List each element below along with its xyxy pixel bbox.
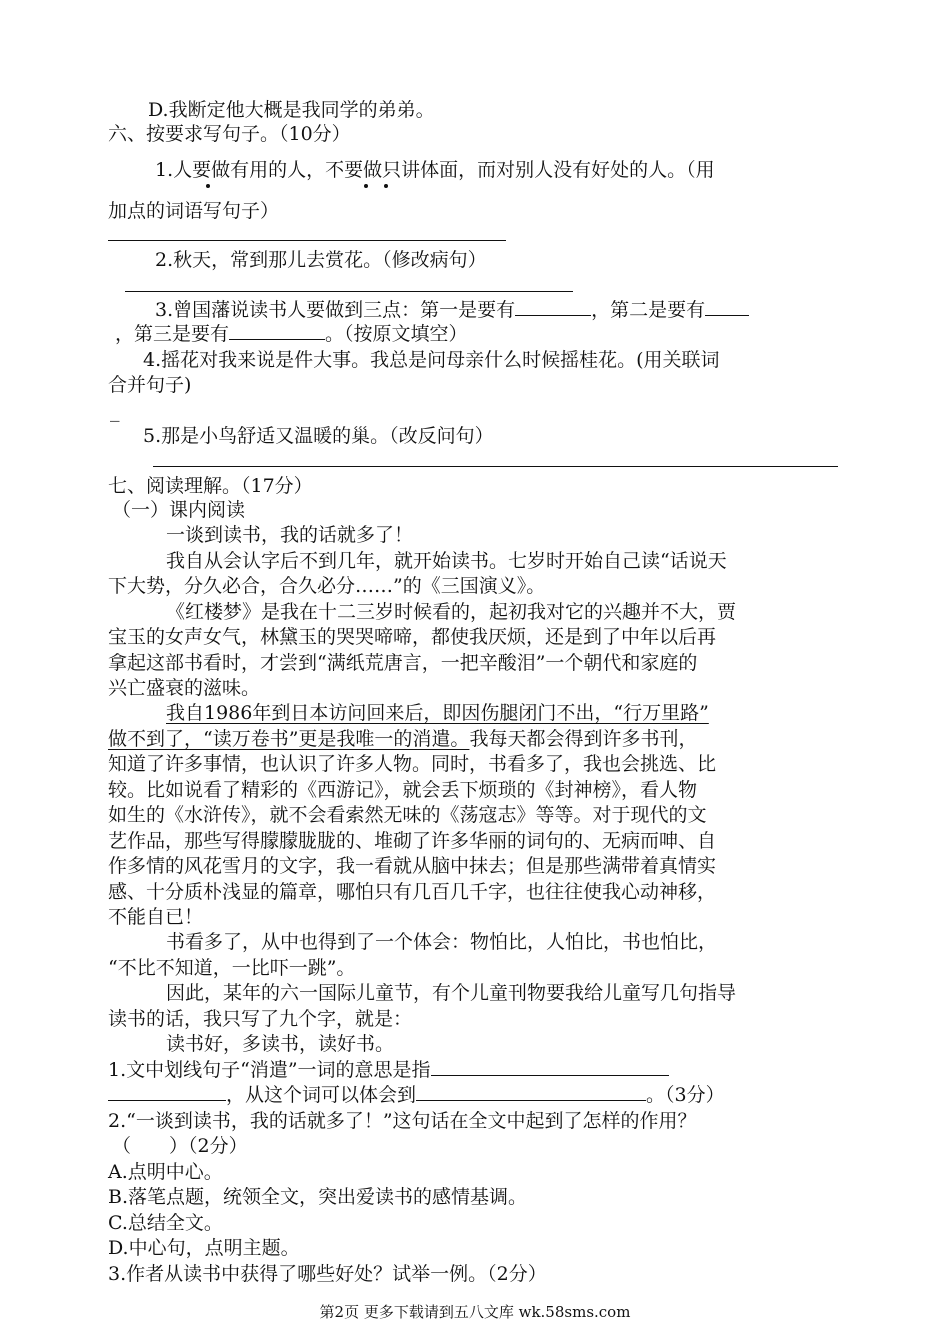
passage-p1: 一谈到读书，我的话就多了！ [166, 524, 414, 546]
s7-q2-option-a: A.点明中心。 [108, 1161, 223, 1183]
s6-q3-text-a: 3.曾国藩说读书人要做到三点：第一是要有 [155, 299, 516, 321]
s6-q1-line1: 1.人要做有用的人，不要做只讲体面，而对别人没有好处的人。（用 [155, 159, 715, 181]
passage-line: 知道了许多事情，也认识了许多人物。同时，书看多了，我也会挑选、比 [108, 753, 717, 775]
passage-p7: 读书好，多读书，读好书。 [166, 1033, 395, 1055]
s6-q3-line2 [115, 321, 468, 347]
s7-q2-option-c: C.总结全文。 [108, 1212, 223, 1234]
passage-line-mixed [108, 726, 697, 752]
passage-line: 兴亡盛衰的滋味。 [108, 677, 261, 699]
s7-q2-option-d: D.中心句，点明主题。 [108, 1237, 300, 1259]
passage-line: 较。比如说看了精彩的《西游记》，就会丢下烦琐的《封神榜》，看人物 [108, 779, 698, 801]
s6-q4-line1: 4.摇花对我来说是件大事。我总是问母亲什么时候摇桂花。(用关联词 [143, 349, 720, 371]
passage-text: 我每天都会得到许多书刊， [469, 728, 698, 750]
passage-line: 如生的《水浒传》，就不会看索然无味的《荡寇志》等等。对于现代的文 [108, 804, 707, 826]
s6-q4-answer-mark[interactable]: _ [110, 400, 120, 422]
passage-line: 艺作品，那些写得朦朦胧胧的、堆砌了许多华丽的词句的、无病而呻、自 [108, 830, 717, 852]
s7-q1-blank-1-cont[interactable] [108, 1082, 226, 1101]
s7-q2-line1: 2.“一谈到读书，我的话就多了！”这句话在全文中起到了怎样的作用？ [108, 1110, 697, 1132]
s7-q1-text-a: 1.文中划线句子“消遣”一词的意思是指 [108, 1059, 431, 1081]
passage-line: 读书的话，我只写了九个字，就是： [108, 1008, 413, 1030]
passage-line: 作多情的风花雪月的文字，我一看就从脑中抹去；但是那些满带着真情实 [108, 855, 717, 877]
passage-line: 我自从会认字后不到几年，就开始读书。七岁时开始自己读“话说天 [166, 550, 727, 572]
s6-q2-answer-line[interactable] [125, 291, 573, 292]
passage-line: “不比不知道，一比吓一跳”。 [108, 957, 356, 979]
s6-q2: 2.秋天，常到那儿去赏花。（修改病句） [155, 249, 487, 271]
s7-q1-line2 [108, 1082, 725, 1108]
s7-q2-line2[interactable]: （ ）（2分） [112, 1135, 248, 1157]
section6-title: 六、按要求写句子。（10分） [108, 123, 351, 145]
s6-q4-line2: 合并句子) [108, 374, 192, 396]
s6-q3-blank-1[interactable] [515, 297, 591, 316]
s7-q1-text-b: ，从这个词可以体会到 [226, 1084, 417, 1106]
passage-line: 宝玉的女声女气，林黛玉的哭哭啼啼，都使我厌烦，还是到了中年以后再 [108, 626, 717, 648]
passage-line: 不能自已！ [108, 906, 204, 928]
q5-option-d: D.我断定他大概是我同学的弟弟。 [148, 99, 435, 121]
s6-q1-answer-line[interactable] [108, 240, 506, 241]
section7-subtitle: （一）课内阅读 [112, 499, 246, 521]
section7-title: 七、阅读理解。（17分） [108, 475, 313, 497]
s6-q3-line1 [155, 297, 749, 323]
s6-q3-text-d: 。（按原文填空） [325, 323, 468, 345]
passage-line: 因此，某年的六一国际儿童节，有个儿童刊物要我给儿童写几句指导 [166, 982, 737, 1004]
passage-line: 《红楼梦》是我在十二三岁时候看的，起初我对它的兴趣并不大，贾 [166, 601, 737, 623]
s7-q2-option-b: B.落笔点题，统领全文，突出爱读书的感情基调。 [108, 1186, 528, 1208]
s6-q3-blank-3[interactable] [229, 321, 325, 340]
passage-line: 拿起这部书看时，才尝到“满纸荒唐言，一把辛酸泪”一个朝代和家庭的 [108, 652, 698, 674]
s6-q5: 5.那是小鸟舒适又温暖的巢。（改反问句） [143, 425, 494, 447]
s7-q1-line1 [108, 1057, 669, 1083]
s7-q3: 3.作者从读书中获得了哪些好处？试举一例。（2分） [108, 1263, 547, 1285]
underlined-sentence-part2: 做不到了，“读万卷书”更是我唯一的消遣。 [108, 728, 470, 750]
s6-q3-text-c: ，第三是要有 [115, 323, 230, 345]
page-footer: 第2页 更多下载请到五八文库 wk.58sms.com [319, 1303, 631, 1321]
s6-q3-blank-2[interactable] [705, 297, 749, 316]
passage-line: 下大势，分久必合，合久必分……”的《三国演义》。 [108, 575, 546, 597]
s7-q1-blank-2[interactable] [416, 1082, 646, 1101]
passage-line: 感、十分质朴浅显的篇章，哪怕只有几百几千字，也往往使我心动神移， [108, 881, 717, 903]
s6-q3-text-b: ，第二是要有 [591, 299, 706, 321]
s6-q5-answer-line[interactable] [153, 466, 838, 467]
s6-q1-line2: 加点的词语写句子） [108, 200, 280, 222]
s7-q1-text-c: 。（3分） [646, 1084, 725, 1106]
s7-q1-blank-1[interactable] [431, 1057, 669, 1076]
passage-line: 书看多了，从中也得到了一个体会：物怕比，人怕比，书也怕比， [166, 931, 718, 953]
emphasis-dot [364, 184, 368, 188]
emphasis-dot [384, 184, 388, 188]
emphasis-dot [206, 184, 210, 188]
underlined-sentence-part1: 我自1986年到日本访问回来后，即因伤腿闭门不出，“行万里路” [166, 702, 709, 724]
